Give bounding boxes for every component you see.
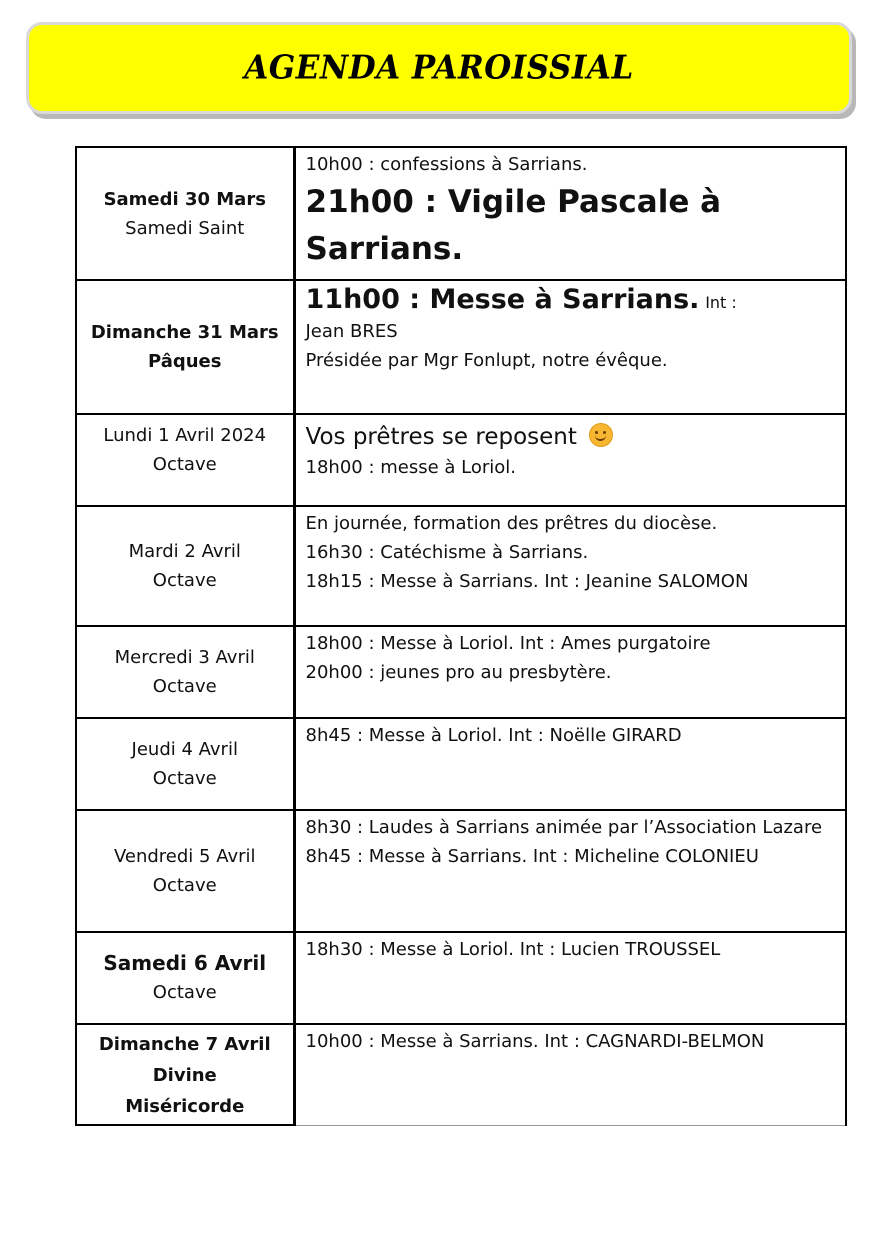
- events-cell: [294, 626, 846, 718]
- day-date: Samedi 30 Mars: [103, 188, 266, 210]
- event-line: 18h00 : Messe à Loriol. Int : Ames purgatoire: [305, 633, 711, 654]
- agenda-row: [76, 932, 846, 1024]
- event-line: 20h00 : jeunes pro au presbytère.: [305, 662, 612, 683]
- events-cell: [294, 718, 846, 810]
- events-cell: [294, 932, 846, 1024]
- agenda-row: [76, 718, 846, 810]
- event-line: Jean BRES: [305, 321, 398, 342]
- agenda-row: [76, 147, 846, 280]
- smiling-face-icon: [589, 423, 613, 447]
- day-cell: [76, 1024, 294, 1125]
- day-date: Dimanche 31 Mars: [90, 322, 279, 343]
- events-cell: [294, 1024, 846, 1125]
- page-title: AGENDA PAROISSIAL: [244, 49, 634, 87]
- agenda-row: [76, 506, 846, 626]
- day-cell: [76, 414, 294, 506]
- day-feast: Octave: [152, 454, 217, 475]
- day-date: Mardi 2 Avril: [128, 541, 241, 562]
- agenda-row: [76, 810, 846, 932]
- event-line: 18h00 : messe à Loriol.: [305, 457, 516, 478]
- event-line: 18h15 : Messe à Sarrians. Int : Jeanine SALOMON: [305, 571, 749, 592]
- agenda-row: [76, 414, 846, 506]
- day-date: Dimanche 7 Avril: [98, 1034, 271, 1055]
- event-line: 18h30 : Messe à Loriol. Int : Lucien TROUSSEL: [305, 939, 721, 960]
- events-cell: [294, 414, 846, 506]
- event-line: 8h45 : Messe à Loriol. Int : Noëlle GIRARD: [305, 725, 682, 746]
- agenda-row: [76, 280, 846, 414]
- day-feast: Octave: [152, 676, 217, 697]
- agenda-table: [75, 146, 847, 1126]
- title-banner: [26, 22, 852, 114]
- day-date: Vendredi 5 Avril: [113, 846, 256, 867]
- day-date: Lundi 1 Avril 2024: [103, 425, 267, 446]
- day-cell: [76, 506, 294, 626]
- day-feast: Divine Miséricorde: [125, 1065, 245, 1117]
- day-feast: Octave: [152, 570, 217, 591]
- day-cell: [76, 280, 294, 414]
- day-date: Samedi 6 Avril: [103, 951, 267, 975]
- event-line: 10h00 : confessions à Sarrians.: [305, 154, 588, 175]
- agenda-row: [76, 626, 846, 718]
- events-cell: [294, 810, 846, 932]
- event-line: 8h45 : Messe à Sarrians. Int : Micheline COLONIEU: [305, 846, 759, 867]
- day-feast: Octave: [152, 768, 217, 789]
- event-line: Vos prêtres se reposent: [305, 424, 577, 450]
- event-line: 10h00 : Messe à Sarrians. Int : CAGNARDI-BELMON: [305, 1031, 765, 1052]
- event-line: Présidée par Mgr Fonlupt, notre évêque.: [305, 350, 668, 371]
- event-line: 8h30 : Laudes à Sarrians animée par l’Association Lazare: [305, 817, 823, 838]
- agenda-row: [76, 1024, 846, 1125]
- day-cell: [76, 147, 294, 280]
- day-feast: Octave: [152, 982, 217, 1003]
- day-cell: [76, 810, 294, 932]
- day-feast: Samedi Saint: [125, 217, 245, 239]
- event-line: 16h30 : Catéchisme à Sarrians.: [305, 542, 589, 563]
- day-cell: [76, 626, 294, 718]
- event-intention-label: Int :: [705, 293, 737, 312]
- event-line: En journée, formation des prêtres du diocèse.: [305, 513, 718, 534]
- day-cell: [76, 932, 294, 1024]
- day-feast: Octave: [152, 875, 217, 896]
- event-line-highlight: 11h00 : Messe à Sarrians.: [305, 284, 700, 315]
- day-cell: [76, 718, 294, 810]
- day-date: Mercredi 3 Avril: [114, 647, 255, 668]
- event-line-highlight: 21h00 : Vigile Pascale à Sarrians.: [305, 184, 722, 267]
- day-date: Jeudi 4 Avril: [131, 739, 238, 760]
- events-cell: [294, 280, 846, 414]
- events-cell: [294, 506, 846, 626]
- day-feast: Pâques: [148, 351, 222, 372]
- events-cell: [294, 147, 846, 280]
